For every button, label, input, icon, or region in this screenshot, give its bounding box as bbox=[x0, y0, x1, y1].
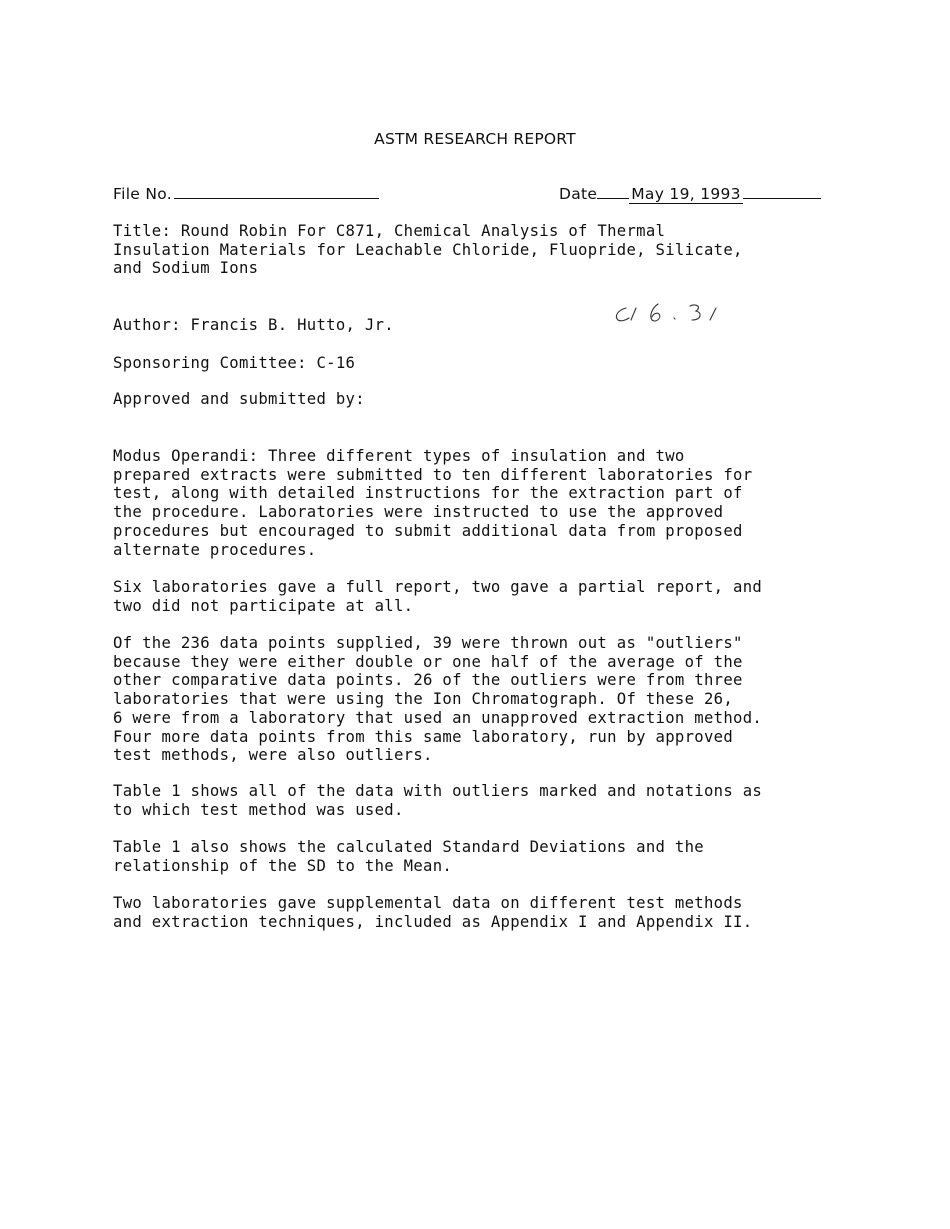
participation-paragraph: Six laboratories gave a full report, two gave a partial report, and two did not participate at all. bbox=[113, 578, 763, 615]
date-value: May 19, 1993 bbox=[631, 185, 741, 203]
report-heading: ASTM RESEARCH REPORT bbox=[374, 130, 576, 148]
report-title: Title: Round Robin For C871, Chemical Analysis of Thermal Insulation Materials for Leachable Chloride, Fluopride, Silicate, and Sodium Ions bbox=[113, 222, 743, 278]
file-date-row bbox=[113, 184, 840, 206]
supplemental-paragraph: Two laboratories gave supplemental data on different test methods and extraction techniques, included as Appendix I and Appendix II. bbox=[113, 894, 753, 931]
date-field bbox=[559, 184, 821, 203]
file-number-blank bbox=[174, 184, 379, 199]
file-number-field bbox=[113, 184, 379, 203]
sponsor-line: Sponsoring Comittee: C-16 bbox=[113, 354, 356, 372]
author-line: Author: Francis B. Hutto, Jr. bbox=[113, 316, 394, 334]
file-number-label: File No. bbox=[113, 185, 172, 203]
modus-operandi-paragraph: Modus Operandi: Three different types of insulation and two prepared extracts were submitted to ten different laboratories for test, along with detailed instructions for the extraction part of the procedure. Laboratories were instructed to use the approved procedures but encouraged to submit additional data from proposed alternate procedures. bbox=[113, 447, 753, 559]
date-blank-before bbox=[597, 184, 629, 199]
date-label: Date bbox=[559, 185, 598, 203]
outliers-paragraph: Of the 236 data points supplied, 39 were thrown out as "outliers" because they were either double or one half of the average of the other comparative data points. 26 of the outliers were from three laboratories that were using the Ion Chromatograph. Of these 26, 6 were from a laboratory that used an unapproved extraction method. Four more data points from this same laboratory, run by approved test methods, were also outliers. bbox=[113, 634, 763, 765]
table1-sd-paragraph: Table 1 also shows the calculated Standard Deviations and the relationship of the SD to the Mean. bbox=[113, 838, 704, 875]
table1-data-paragraph: Table 1 shows all of the data with outliers marked and notations as to which test method was used. bbox=[113, 782, 763, 819]
approved-line: Approved and submitted by: bbox=[113, 390, 365, 408]
date-blank-after bbox=[743, 184, 821, 199]
